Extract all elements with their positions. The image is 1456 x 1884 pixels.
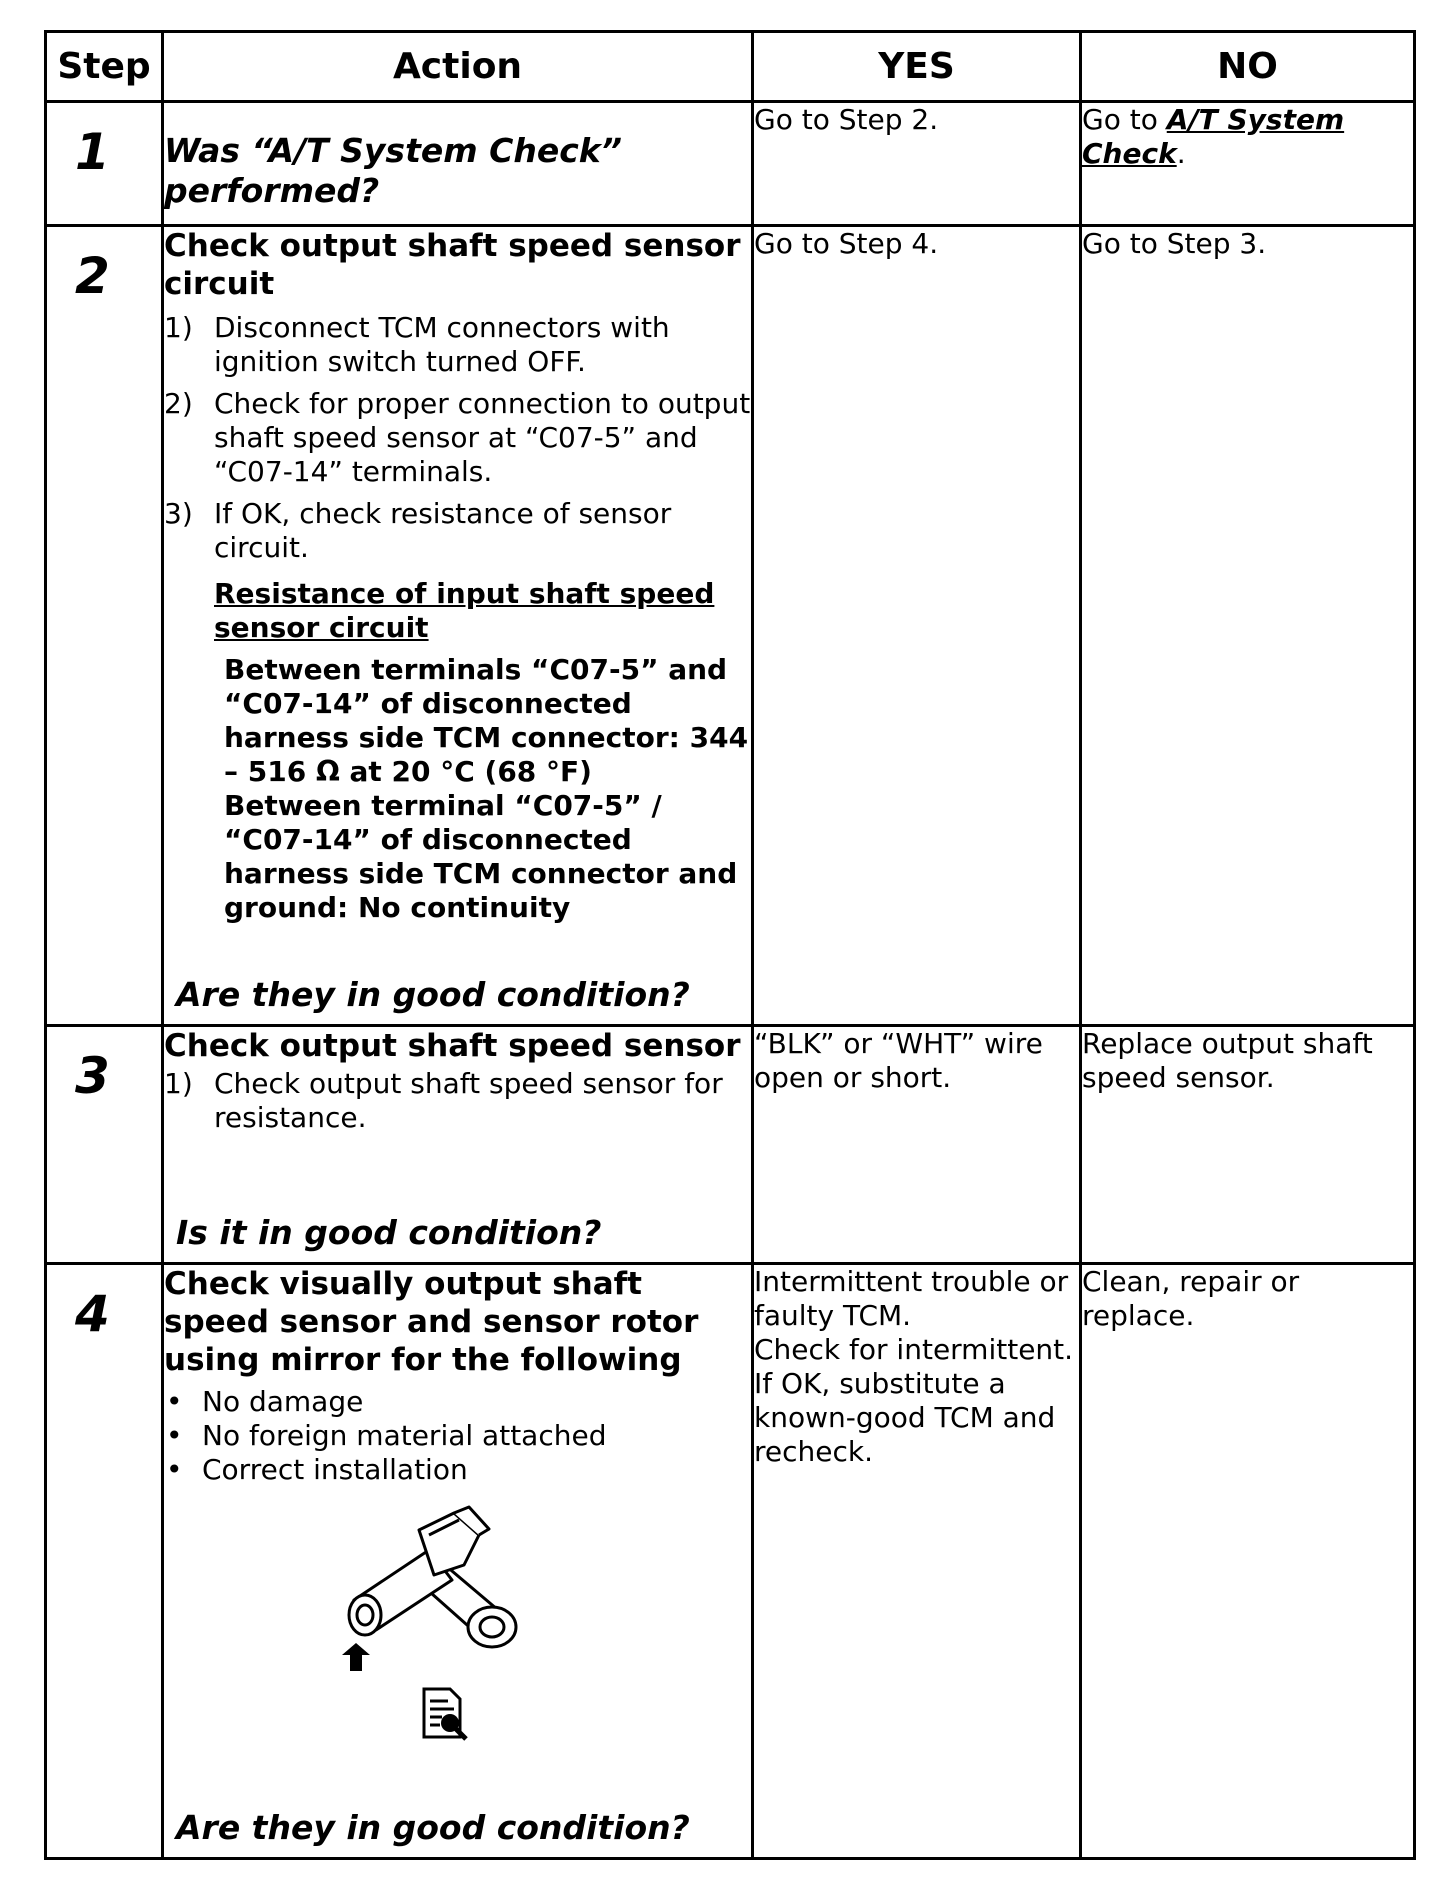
yes-cell: Intermittent trouble or faulty TCM. Check for intermittent. If OK, substitute a known-good TCM and recheck. [753,1264,1081,1859]
header-no: NO [1081,32,1415,102]
header-action: Action [163,32,753,102]
bullet-item: • No damage [166,1385,364,1418]
step-row-4 [46,1264,1415,1859]
no-cell: Clean, repair or replace. [1081,1264,1415,1859]
step-question: Is it in good condition? [176,1213,602,1252]
yes-cell: Go to Step 4. [753,226,1081,1026]
substep: 3) If OK, check resistance of sensor circuit. [164,497,672,564]
yes-cell: “BLK” or “WHT” wire open or short. [753,1026,1081,1264]
substep: 1) Disconnect TCM connectors with ignition switch turned OFF. [164,311,670,378]
step-number: 3 [75,1047,110,1105]
header-step: Step [46,32,163,102]
step-row-2 [46,226,1415,1026]
substep: 1) Check output shaft speed sensor for resistance. [164,1067,723,1134]
header-yes: YES [753,32,1081,102]
step-question: Are they in good condition? [176,975,690,1014]
step-question: Was “A/T System Check” performed? [164,131,622,210]
spec-body: Between terminals “C07-5” and “C07-14” of disconnected harness side TCM connector: 344 – 516 Ω at 20 °C (68 °F) Between terminal “C07-5” / “C07-14” of disconnected harness side TCM connector and ground: No continuity [224,653,749,924]
yes-cell: Go to Step 2. [753,102,1081,226]
document-magnifier-icon[interactable] [420,1687,470,1741]
step-question: Are they in good condition? [176,1808,690,1847]
no-prefix: Go to [1082,103,1167,136]
step-row-3 [46,1026,1415,1264]
no-cell [1081,102,1415,226]
diagnostic-table [44,30,1416,1860]
step-number: 2 [75,247,110,305]
step-number: 4 [75,1285,110,1343]
no-cell: Replace output shaft speed sensor. [1081,1026,1415,1264]
step-heading: Check output shaft speed sensor circuit [164,228,741,302]
step-heading: Check visually output shaft speed sensor and sensor rotor using mirror for the following [164,1266,699,1378]
spec-title: Resistance of input shaft speed sensor circuit [214,577,715,644]
step-number: 1 [75,123,110,181]
no-suffix: . [1176,137,1186,170]
step-heading: Check output shaft speed sensor [164,1028,741,1064]
step-row-1 [46,102,1415,226]
speed-sensor-illustration [334,1505,544,1675]
header-row [46,32,1415,102]
at-system-check-link[interactable]: A/T System Check [1082,103,1345,170]
no-cell: Go to Step 3. [1081,226,1415,1026]
bullet-item: • Correct installation [166,1453,468,1486]
bullet-item: • No foreign material attached [166,1419,607,1452]
substep: 2) Check for proper connection to output shaft speed sensor at “C07-5” and “C07-14” terminals. [164,387,751,488]
